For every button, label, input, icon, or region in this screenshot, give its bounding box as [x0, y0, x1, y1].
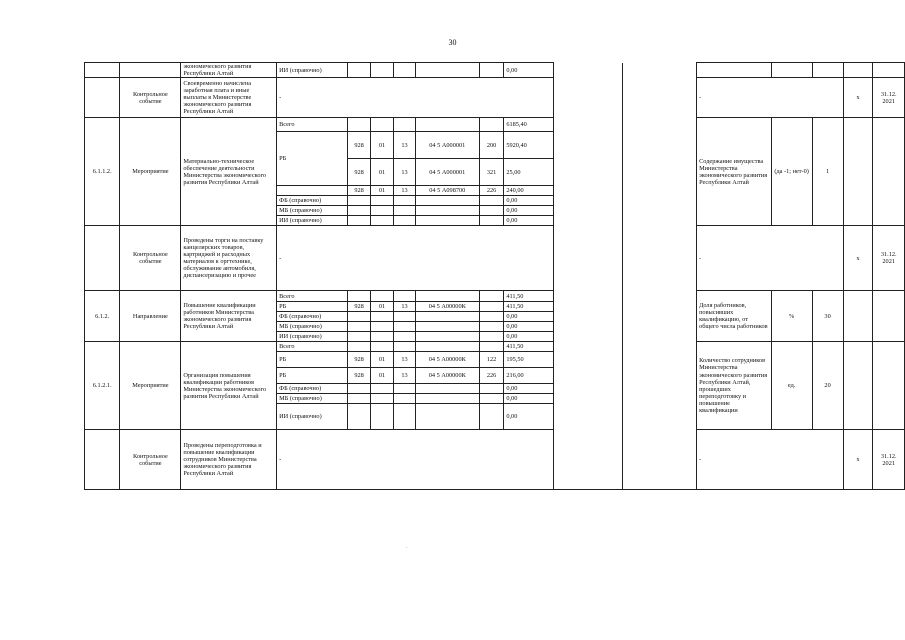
csr-cell: 04 5 А00000К	[415, 302, 479, 312]
page-number: 30	[448, 38, 457, 47]
source-label: РБ	[277, 132, 348, 186]
type-cell	[120, 63, 181, 78]
source-label: МБ (справочно)	[277, 394, 348, 404]
mark-cell: х	[843, 226, 873, 291]
pr-cell: 13	[394, 368, 415, 384]
vr-cell: 226	[479, 186, 503, 196]
rz-cell: 01	[370, 186, 393, 196]
dash-cell: -	[277, 430, 554, 490]
date-cell: 31.12. 2021	[873, 430, 905, 490]
grbs-cell: 928	[348, 159, 371, 186]
indicator-cell: Содержание имущества Министерства экономического развития Республики Алтай	[697, 118, 772, 226]
date-cell: 31.12. 2021	[873, 78, 905, 118]
pr-cell: 13	[394, 132, 415, 159]
indicator-dash: -	[697, 226, 844, 291]
amount-cell: 0,00	[504, 312, 554, 322]
amount-cell: 5920,40	[504, 132, 554, 159]
date-cell: 31.12. 2021	[873, 226, 905, 291]
amount-cell: 0,00	[504, 384, 554, 394]
amount-cell: 0,00	[504, 63, 554, 78]
code-cell	[85, 63, 120, 78]
total-label: Всего	[277, 342, 348, 352]
type-cell: Контрольное событие	[120, 78, 181, 118]
source-label: МБ (справочно)	[277, 206, 348, 216]
pr-cell: 13	[394, 302, 415, 312]
value-cell: 1	[812, 118, 843, 226]
amount-cell: 195,50	[504, 352, 554, 368]
unit-cell: ед.	[771, 342, 812, 430]
name-cell: экономического развития Республики Алтай	[181, 63, 277, 78]
amount-cell: 0,00	[504, 206, 554, 216]
value-cell: 20	[812, 342, 843, 430]
source-label: РБ	[277, 302, 348, 312]
grbs-cell: 928	[348, 302, 371, 312]
value-cell: 30	[812, 291, 843, 342]
rz-cell: 01	[370, 368, 393, 384]
type-cell: Мероприятие	[120, 342, 181, 430]
rz-cell: 01	[370, 132, 393, 159]
name-cell: Своевременно начислена заработная плата и иные выплаты в Министерстве экономического развития Республики Алтай	[181, 78, 277, 118]
amount-cell: 411,50	[504, 291, 554, 302]
amount-cell: 25,00	[504, 159, 554, 186]
unit-cell: %	[771, 291, 812, 342]
table-row	[85, 118, 905, 132]
name-cell: Проведены переподготовка и повышение квалификации сотрудников Министерства экономического развития Республики Алтай	[181, 430, 277, 490]
source-label: ФБ (справочно)	[277, 312, 348, 322]
table-row	[85, 226, 905, 291]
source-label: ФБ (справочно)	[277, 196, 348, 206]
type-cell: Контрольное событие	[120, 226, 181, 291]
vr-cell: 226	[479, 368, 503, 384]
code-cell: 6.1.2.1.	[85, 342, 120, 430]
total-label: Всего	[277, 118, 348, 132]
name-cell: Материально-техническое обеспечение деятельности Министерства экономического развития Республики Алтай	[181, 118, 277, 226]
indicator-cell: Количество сотрудников Министерства экономического развития Республики Алтай, прошедших переподготовку и повышение квалификации	[697, 342, 772, 430]
vr-cell: 122	[479, 352, 503, 368]
amount-cell: 240,00	[504, 186, 554, 196]
csr-cell: 04 5 А00000К	[415, 352, 479, 368]
type-cell: Контрольное событие	[120, 430, 181, 490]
code-cell: 6.1.1.2.	[85, 118, 120, 226]
csr-cell: 04 5 А000001	[415, 159, 479, 186]
table-row	[85, 63, 905, 78]
source-label: ИИ (справочно)	[277, 404, 348, 430]
amount-cell: 0,00	[504, 196, 554, 206]
mark-cell: х	[843, 78, 873, 118]
vr-cell: 321	[479, 159, 503, 186]
indicator-cell: Доля работников, повысивших квалификацию, от общего числа работников	[697, 291, 772, 342]
pr-cell: 13	[394, 159, 415, 186]
unit-cell: (да -1; нет-0)	[771, 118, 812, 226]
indicator-dash: -	[697, 78, 844, 118]
grbs-cell: 928	[348, 352, 371, 368]
code-cell: 6.1.2.	[85, 291, 120, 342]
table-row	[85, 78, 905, 118]
source-label: РБ	[277, 352, 348, 368]
program-table	[84, 62, 905, 490]
table-row	[85, 430, 905, 490]
dash-cell: -	[277, 78, 554, 118]
name-cell: Проведены торги на поставку канцелярских товаров, картриджей и расходных материалов к оргтехнике, обслуживание автомобиля, диспансеризацию и прочее	[181, 226, 277, 291]
scan-speck: .	[406, 544, 408, 550]
vr-cell: 200	[479, 132, 503, 159]
name-cell: Организация повышения квалификации работников Министерства экономического развития Республики Алтай	[181, 342, 277, 430]
source-label: ИИ (справочно)	[277, 63, 348, 78]
source-label: ИИ (справочно)	[277, 332, 348, 342]
pr-cell: 13	[394, 186, 415, 196]
source-label: МБ (справочно)	[277, 322, 348, 332]
rz-cell: 01	[370, 352, 393, 368]
source-label: ФБ (справочно)	[277, 384, 348, 394]
pr-cell: 13	[394, 352, 415, 368]
amount-cell: 6185,40	[504, 118, 554, 132]
type-cell: Направление	[120, 291, 181, 342]
name-cell: Повышение квалификации работников Министерства экономического развития Республики Алтай	[181, 291, 277, 342]
source-label: ИИ (справочно)	[277, 216, 348, 226]
source-label: РБ	[277, 368, 348, 384]
grbs-cell: 928	[348, 368, 371, 384]
amount-cell: 216,00	[504, 368, 554, 384]
amount-cell: 411,50	[504, 342, 554, 352]
total-label: Всего	[277, 291, 348, 302]
grbs-cell: 928	[348, 186, 371, 196]
type-cell: Мероприятие	[120, 118, 181, 226]
amount-cell: 0,00	[504, 322, 554, 332]
grbs-cell: 928	[348, 132, 371, 159]
table-row	[85, 342, 905, 352]
amount-cell: 0,00	[504, 332, 554, 342]
mark-cell: х	[843, 430, 873, 490]
amount-cell: 0,00	[504, 404, 554, 430]
csr-cell: 04 5 А098700	[415, 186, 479, 196]
indicator-dash: -	[697, 430, 844, 490]
amount-cell: 0,00	[504, 394, 554, 404]
csr-cell: 04 5 А00000К	[415, 368, 479, 384]
rz-cell: 01	[370, 302, 393, 312]
csr-cell: 04 5 А000001	[415, 132, 479, 159]
rz-cell: 01	[370, 159, 393, 186]
dash-cell: -	[277, 226, 554, 291]
amount-cell: 411,50	[504, 302, 554, 312]
table-row	[85, 291, 905, 302]
amount-cell: 0,00	[504, 216, 554, 226]
